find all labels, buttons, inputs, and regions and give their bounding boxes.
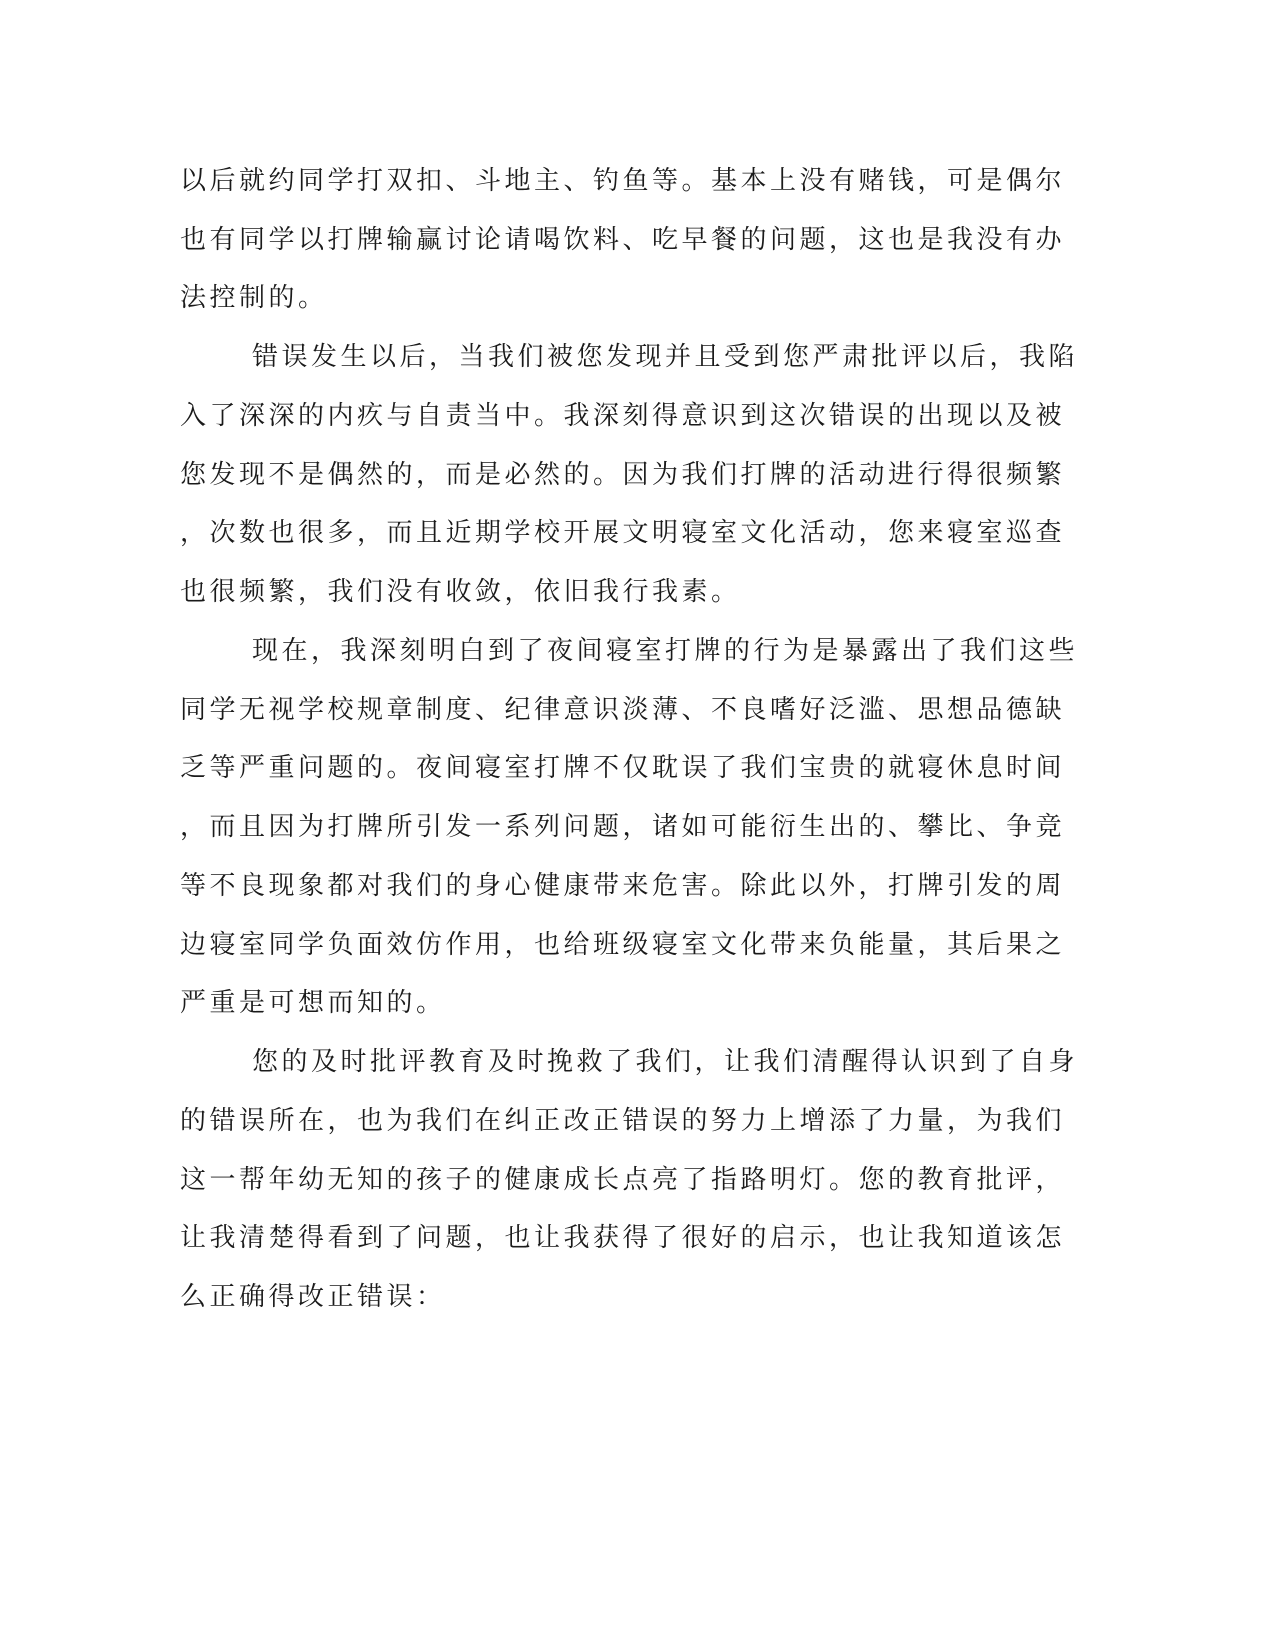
text-line: ，次数也很多，而且近期学校开展文明寝室文化活动，您来寝室巡查 xyxy=(180,518,1066,548)
text-line: 错误发生以后，当我们被您发现并且受到您严肃批评以后，我陷 xyxy=(252,342,1079,372)
text-line: 让我清楚得看到了问题，也让我获得了很好的启示，也让我知道该怎 xyxy=(180,1223,1066,1253)
text-line: ，而且因为打牌所引发一系列问题，诸如可能衍生出的、攀比、争竞 xyxy=(180,812,1066,842)
text-line: 等不良现象都对我们的身心健康带来危害。除此以外，打牌引发的周 xyxy=(180,871,1066,901)
text-line: 以后就约同学打双扣、斗地主、钓鱼等。基本上没有赌钱，可是偶尔 xyxy=(180,166,1066,196)
text-line: 也有同学以打牌输赢讨论请喝饮料、吃早餐的问题，这也是我没有办 xyxy=(180,225,1066,255)
text-line: 您发现不是偶然的，而是必然的。因为我们打牌的活动进行得很频繁 xyxy=(180,460,1066,490)
text-line: 么正确得改正错误： xyxy=(180,1282,446,1312)
text-line: 同学无视学校规章制度、纪律意识淡薄、不良嗜好泛滥、思想品德缺 xyxy=(180,695,1066,725)
text-line: 严重是可想而知的。 xyxy=(180,988,446,1018)
text-line: 边寝室同学负面效仿作用，也给班级寝室文化带来负能量，其后果之 xyxy=(180,930,1066,960)
text-line: 入了深深的内疚与自责当中。我深刻得意识到这次错误的出现以及被 xyxy=(180,401,1066,431)
text-line: 乏等严重问题的。夜间寝室打牌不仅耽误了我们宝贵的就寝休息时间 xyxy=(180,753,1066,783)
text-line: 法控制的。 xyxy=(180,283,328,313)
text-line: 您的及时批评教育及时挽救了我们，让我们清醒得认识到了自身 xyxy=(252,1047,1079,1077)
text-line: 也很频繁，我们没有收敛，依旧我行我素。 xyxy=(180,577,741,607)
text-line: 这一帮年幼无知的孩子的健康成长点亮了指路明灯。您的教育批评， xyxy=(180,1165,1066,1195)
text-line: 的错误所在，也为我们在纠正改正错误的努力上增添了力量，为我们 xyxy=(180,1106,1066,1136)
text-line: 现在，我深刻明白到了夜间寝室打牌的行为是暴露出了我们这些 xyxy=(252,636,1079,666)
